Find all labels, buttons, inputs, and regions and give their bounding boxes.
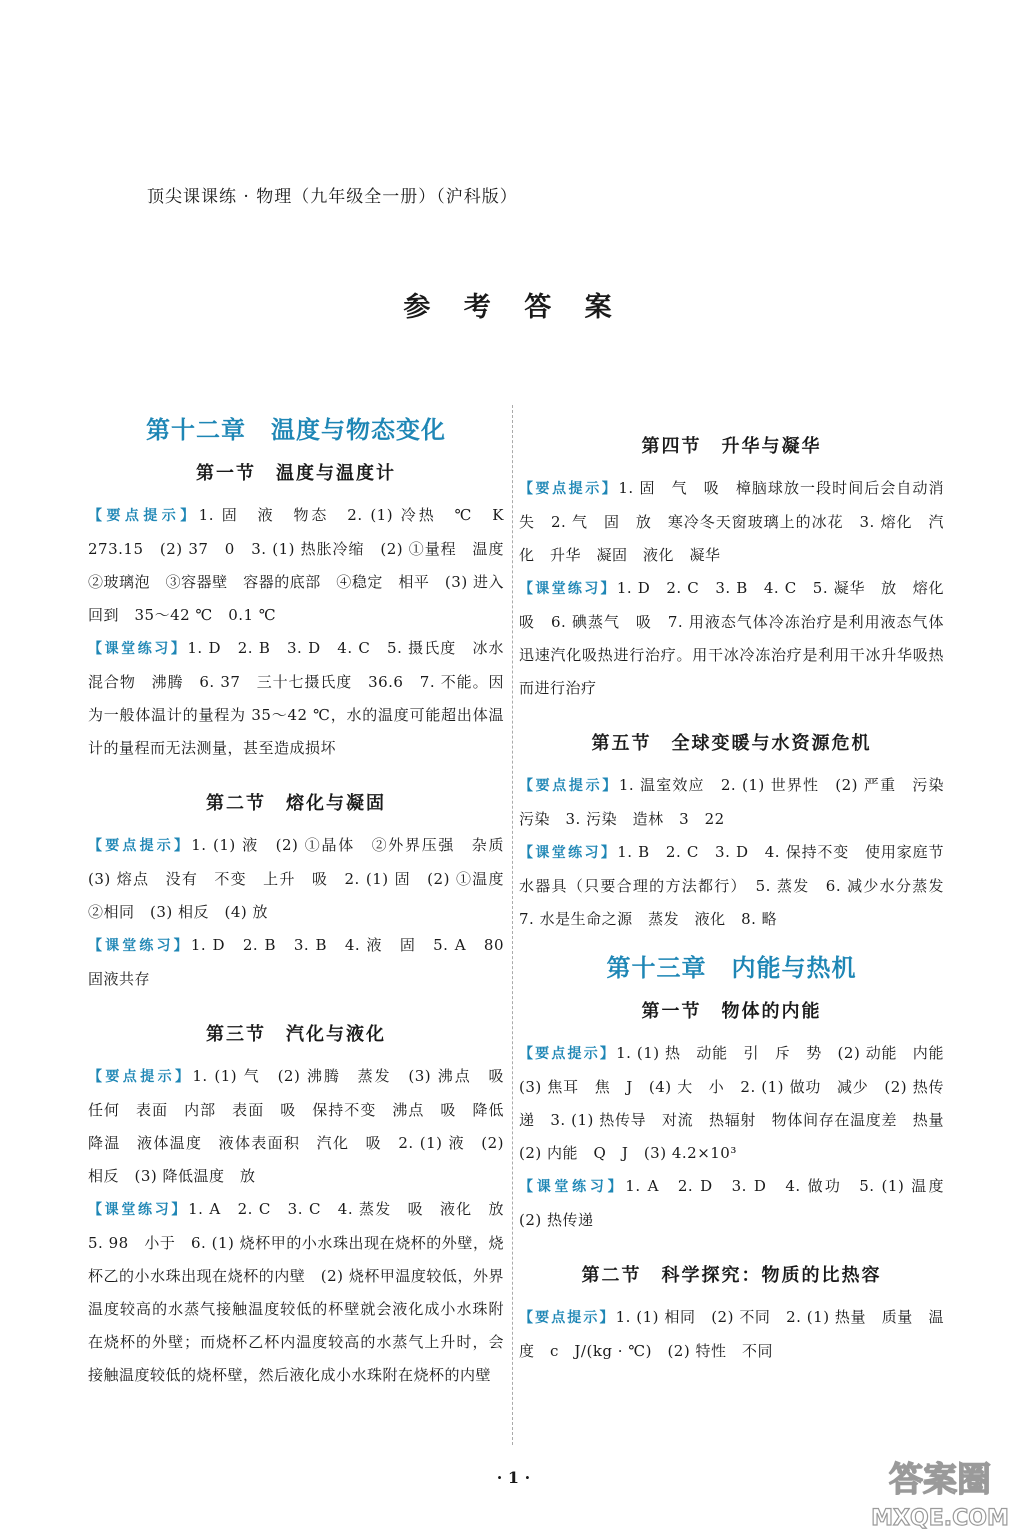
answer-text: 1. (1) 相同 (2) 不同 2. (1) 热量 质量 温度 c J/(kg · ℃) (2) 特性 不同 [519, 1308, 945, 1360]
answer-paragraph [88, 829, 520, 929]
chapter-12-title: 第十二章 温度与物态变化 [146, 416, 446, 444]
answer-text: 1. (1) 液 (2) ①晶体 ②外界压强 杂质 (3) 熔点 没有 不变 上升 吸 2. (1) 固 (2) ①温度 ②相同 (3) 相反 (4) 放 [88, 836, 520, 921]
section-title: 第五节 全球变暖与水资源危机 [591, 733, 872, 754]
section-title: 第四节 升华与凝华 [641, 436, 822, 457]
answer-paragraph [88, 929, 520, 996]
section-title: 第三节 汽化与液化 [206, 1024, 386, 1045]
answer-text: 1. 固 气 吸 樟脑球放一段时间后会自动消失 2. 气 固 放 寒冷冬天窗玻璃上的冰花 3. 熔化 汽化 升华 凝固 液化 凝华 [519, 479, 944, 564]
tag-label: 【课堂练习】 [519, 581, 617, 597]
answer-text: 1. D 2. C 3. B 4. C 5. 凝华 放 熔化 吸 6. 碘蒸气 吸 7. 用液态气体冷冻治疗是利用液态气体迅速汽化吸热进行治疗。用干冰冷冻治疗是利用干冰升华吸热而进行治疗 [519, 579, 960, 697]
section-title: 第二节 科学探究：物质的比热容 [581, 1265, 882, 1286]
tag-label: 【要点提示】 [519, 1046, 617, 1062]
tag-label: 【要点提示】 [88, 508, 199, 524]
left-column [88, 410, 520, 1392]
tag-label: 【课堂练习】 [519, 1179, 626, 1195]
answer-paragraph [519, 836, 960, 936]
answer-paragraph [519, 769, 960, 836]
page-number: · 1 · [496, 1468, 531, 1487]
tag-label: 【课堂练习】 [519, 845, 618, 861]
answer-paragraph [519, 472, 944, 572]
tag-label: 【要点提示】 [88, 838, 192, 854]
answer-text: 1. A 2. D 3. D 4. 做功 5. (1) 温度 (2) 热传递 [519, 1177, 960, 1229]
answer-paragraph [88, 632, 504, 765]
answer-text: 1. 固 液 物态 2. (1) 冷热 ℃ K 273.15 (2) 37 0 3. (1) 热胀冷缩 (2) ①量程 温度 ②玻璃泡 ③容器壁 容器的底部 ④稳定 相平 (3) 进入 回到 35～42 ℃ 0.1 ℃ [88, 506, 520, 624]
answer-paragraph [519, 1301, 944, 1368]
column-divider [512, 405, 513, 1445]
section-title: 第一节 温度与温度计 [196, 463, 396, 484]
watermark-url: MXQE.COM [871, 1506, 1009, 1531]
chapter-13-title: 第十三章 内能与热机 [606, 954, 857, 982]
answer-text: 1. D 2. B 3. B 4. 液 固 5. A 80 固液共存 [88, 936, 520, 988]
answer-text: 1. 温室效应 2. (1) 世界性 (2) 严重 污染 污染 3. 污染 造林 3 22 [519, 776, 960, 828]
book-header: 顶尖课课练 · 物理（九年级全一册）（沪科版） [147, 187, 518, 207]
answer-paragraph [519, 1037, 960, 1170]
tag-label: 【要点提示】 [519, 481, 619, 497]
tag-label: 【要点提示】 [519, 1310, 616, 1326]
answer-text: 1. B 2. C 3. D 4. 保持不变 使用家庭节水器具（只要合理的方法都行） 5. 蒸发 6. 减少水分蒸发 7. 水是生命之源 蒸发 液化 8. 略 [519, 843, 960, 928]
tag-label: 【要点提示】 [519, 778, 619, 794]
answer-paragraph [519, 1170, 960, 1237]
tag-label: 【课堂练习】 [88, 1202, 189, 1218]
answer-text: 1. D 2. B 3. D 4. C 5. 摄氏度 冰水混合物 沸腾 6. 37 三十七摄氏度 36.6 7. 不能。因为一般体温计的量程为 35～42 ℃，水的温度可能超出体温计的量程而无法测量，甚至造成损坏 [88, 639, 505, 757]
answer-paragraph [88, 1060, 520, 1193]
answer-text: 1. (1) 气 (2) 沸腾 蒸发 (3) 沸点 吸 任何 表面 内部 表面 吸 保持不变 沸点 吸 降低 降温 液体温度 液体表面积 汽化 吸 2. (1) 液 (2) 相反 (3) 降低温度 放 [88, 1067, 520, 1185]
answer-paragraph [88, 499, 520, 632]
watermark-text: 答案圈 [889, 1460, 991, 1500]
watermark-logo [860, 1455, 1020, 1533]
section-title: 第一节 物体的内能 [641, 1001, 822, 1022]
tag-label: 【课堂练习】 [88, 938, 191, 954]
page-title: 参 考 答 案 [403, 292, 624, 323]
tag-label: 【课堂练习】 [88, 641, 188, 657]
answer-text: 1. (1) 热 动能 引 斥 势 (2) 动能 内能 (3) 焦耳 焦 J (4) 大 小 2. (1) 做功 减少 (2) 热传递 3. (1) 热传导 对流 热辐射 物体间存在温度差 热量 (2) 内能 Q J (3) 4.2×10³ [519, 1044, 960, 1162]
right-column [519, 418, 960, 1368]
answer-paragraph [88, 1193, 520, 1392]
answer-text: 1. A 2. C 3. C 4. 蒸发 吸 液化 放 5. 98 小于 6. (1) 烧杯甲的小水珠出现在烧杯的外壁，烧杯乙的小水珠出现在烧杯的内壁 (2) 烧杯甲温度较低，外界温度较高的水蒸气接触温度较低的杯壁就会液化成小水珠附在烧杯的外壁；而烧杯乙杯内温度较高的水蒸气上升时，会接触温度较低的烧杯壁，然后液化成小水珠附在烧杯的内壁 [88, 1200, 520, 1384]
tag-label: 【要点提示】 [88, 1069, 193, 1085]
answer-paragraph [519, 572, 960, 705]
section-title: 第二节 熔化与凝固 [206, 793, 386, 814]
